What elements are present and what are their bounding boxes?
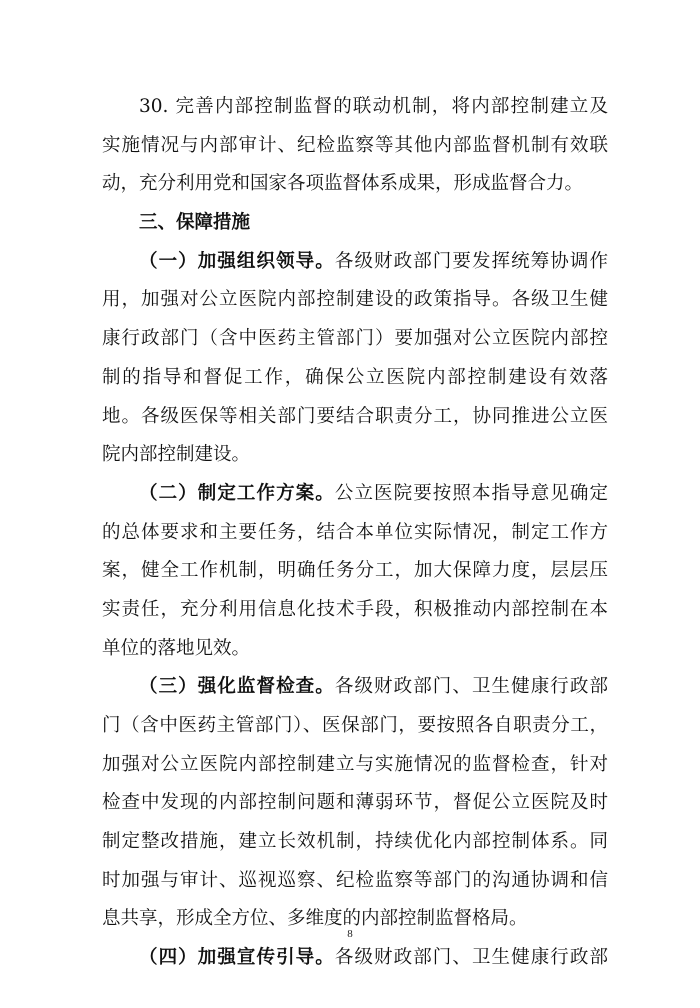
paragraph-3-line-5: 制定整改措施，建立长效机制，持续优化内部控制体系。同 bbox=[102, 831, 608, 853]
paragraph-2-line-5: 单位的落地见效。 bbox=[102, 637, 251, 659]
paragraph-2-line-2: 的总体要求和主要任务，结合本单位实际情况，制定工作方 bbox=[102, 521, 608, 543]
section-heading: 三、保障措施 bbox=[139, 212, 251, 234]
paragraph-2-line-3: 案，健全工作机制，明确任务分工，加大保障力度，层层压 bbox=[102, 560, 608, 582]
paragraph-3-line-7: 息共享，形成全方位、多维度的内部控制监督格局。 bbox=[102, 908, 528, 930]
paragraph-3-line-2: 门（含中医药主管部门）、医保部门，要按照各自职责分工， bbox=[102, 715, 608, 736]
paragraph-3-line-1 bbox=[102, 668, 608, 707]
paragraph-1-line-4: 制的指导和督促工作，确保公立医院内部控制建设有效落 bbox=[102, 366, 608, 388]
item-30-line-3: 动，充分利用党和国家各项监督体系成果，形成监督合力。 bbox=[102, 173, 584, 195]
paragraph-2-text-1: 公立医院要按照本指导意见确定 bbox=[334, 482, 608, 504]
paragraph-4-lead: （四）加强宣传引导。 bbox=[139, 947, 335, 969]
paragraph-3-lead: （三）强化监督检查。 bbox=[139, 676, 335, 698]
paragraph-1-line-6: 院内部控制建设。 bbox=[102, 444, 251, 466]
paragraph-1-line-5: 地。各级医保等相关部门要结合职责分工，协同推进公立医 bbox=[102, 405, 608, 427]
document-body bbox=[102, 88, 608, 978]
page-number: 8 bbox=[347, 928, 353, 940]
item-30-line-2: 实施情况与内部审计、纪检监察等其他内部监督机制有效联 bbox=[102, 134, 608, 156]
paragraph-4-line-1 bbox=[102, 939, 608, 978]
paragraph-1-line-1 bbox=[102, 243, 608, 282]
paragraph-3-text-1: 各级财政部门、卫生健康行政部 bbox=[334, 676, 608, 698]
paragraph-2-line-1 bbox=[102, 475, 608, 514]
paragraph-3-line-3: 加强对公立医院内部控制建立与实施情况的监督检查，针对 bbox=[102, 753, 608, 775]
paragraph-3-line-6: 时加强与审计、巡视巡察、纪检监察等部门的沟通协调和信 bbox=[102, 869, 608, 891]
item-30-line-1: 30. 完善内部控制监督的联动机制，将内部控制建立及 bbox=[139, 96, 608, 117]
paragraph-1-line-2: 用，加强对公立医院内部控制建设的政策指导。各级卫生健 bbox=[102, 289, 608, 311]
paragraph-2-lead: （二）制定工作方案。 bbox=[139, 482, 335, 504]
paragraph-2-line-4: 实责任，充分利用信息化技术手段，积极推动内部控制在本 bbox=[102, 598, 608, 620]
paragraph-3-line-4: 检查中发现的内部控制问题和薄弱环节，督促公立医院及时 bbox=[102, 792, 608, 814]
paragraph-4-text-1: 各级财政部门、卫生健康行政部 bbox=[334, 947, 608, 969]
paragraph-1-text-1: 各级财政部门要发挥统筹协调作 bbox=[334, 250, 608, 272]
paragraph-1-lead: （一）加强组织领导。 bbox=[139, 250, 335, 272]
paragraph-1-line-3: 康行政部门（含中医药主管部门）要加强对公立医院内部控 bbox=[102, 328, 608, 350]
